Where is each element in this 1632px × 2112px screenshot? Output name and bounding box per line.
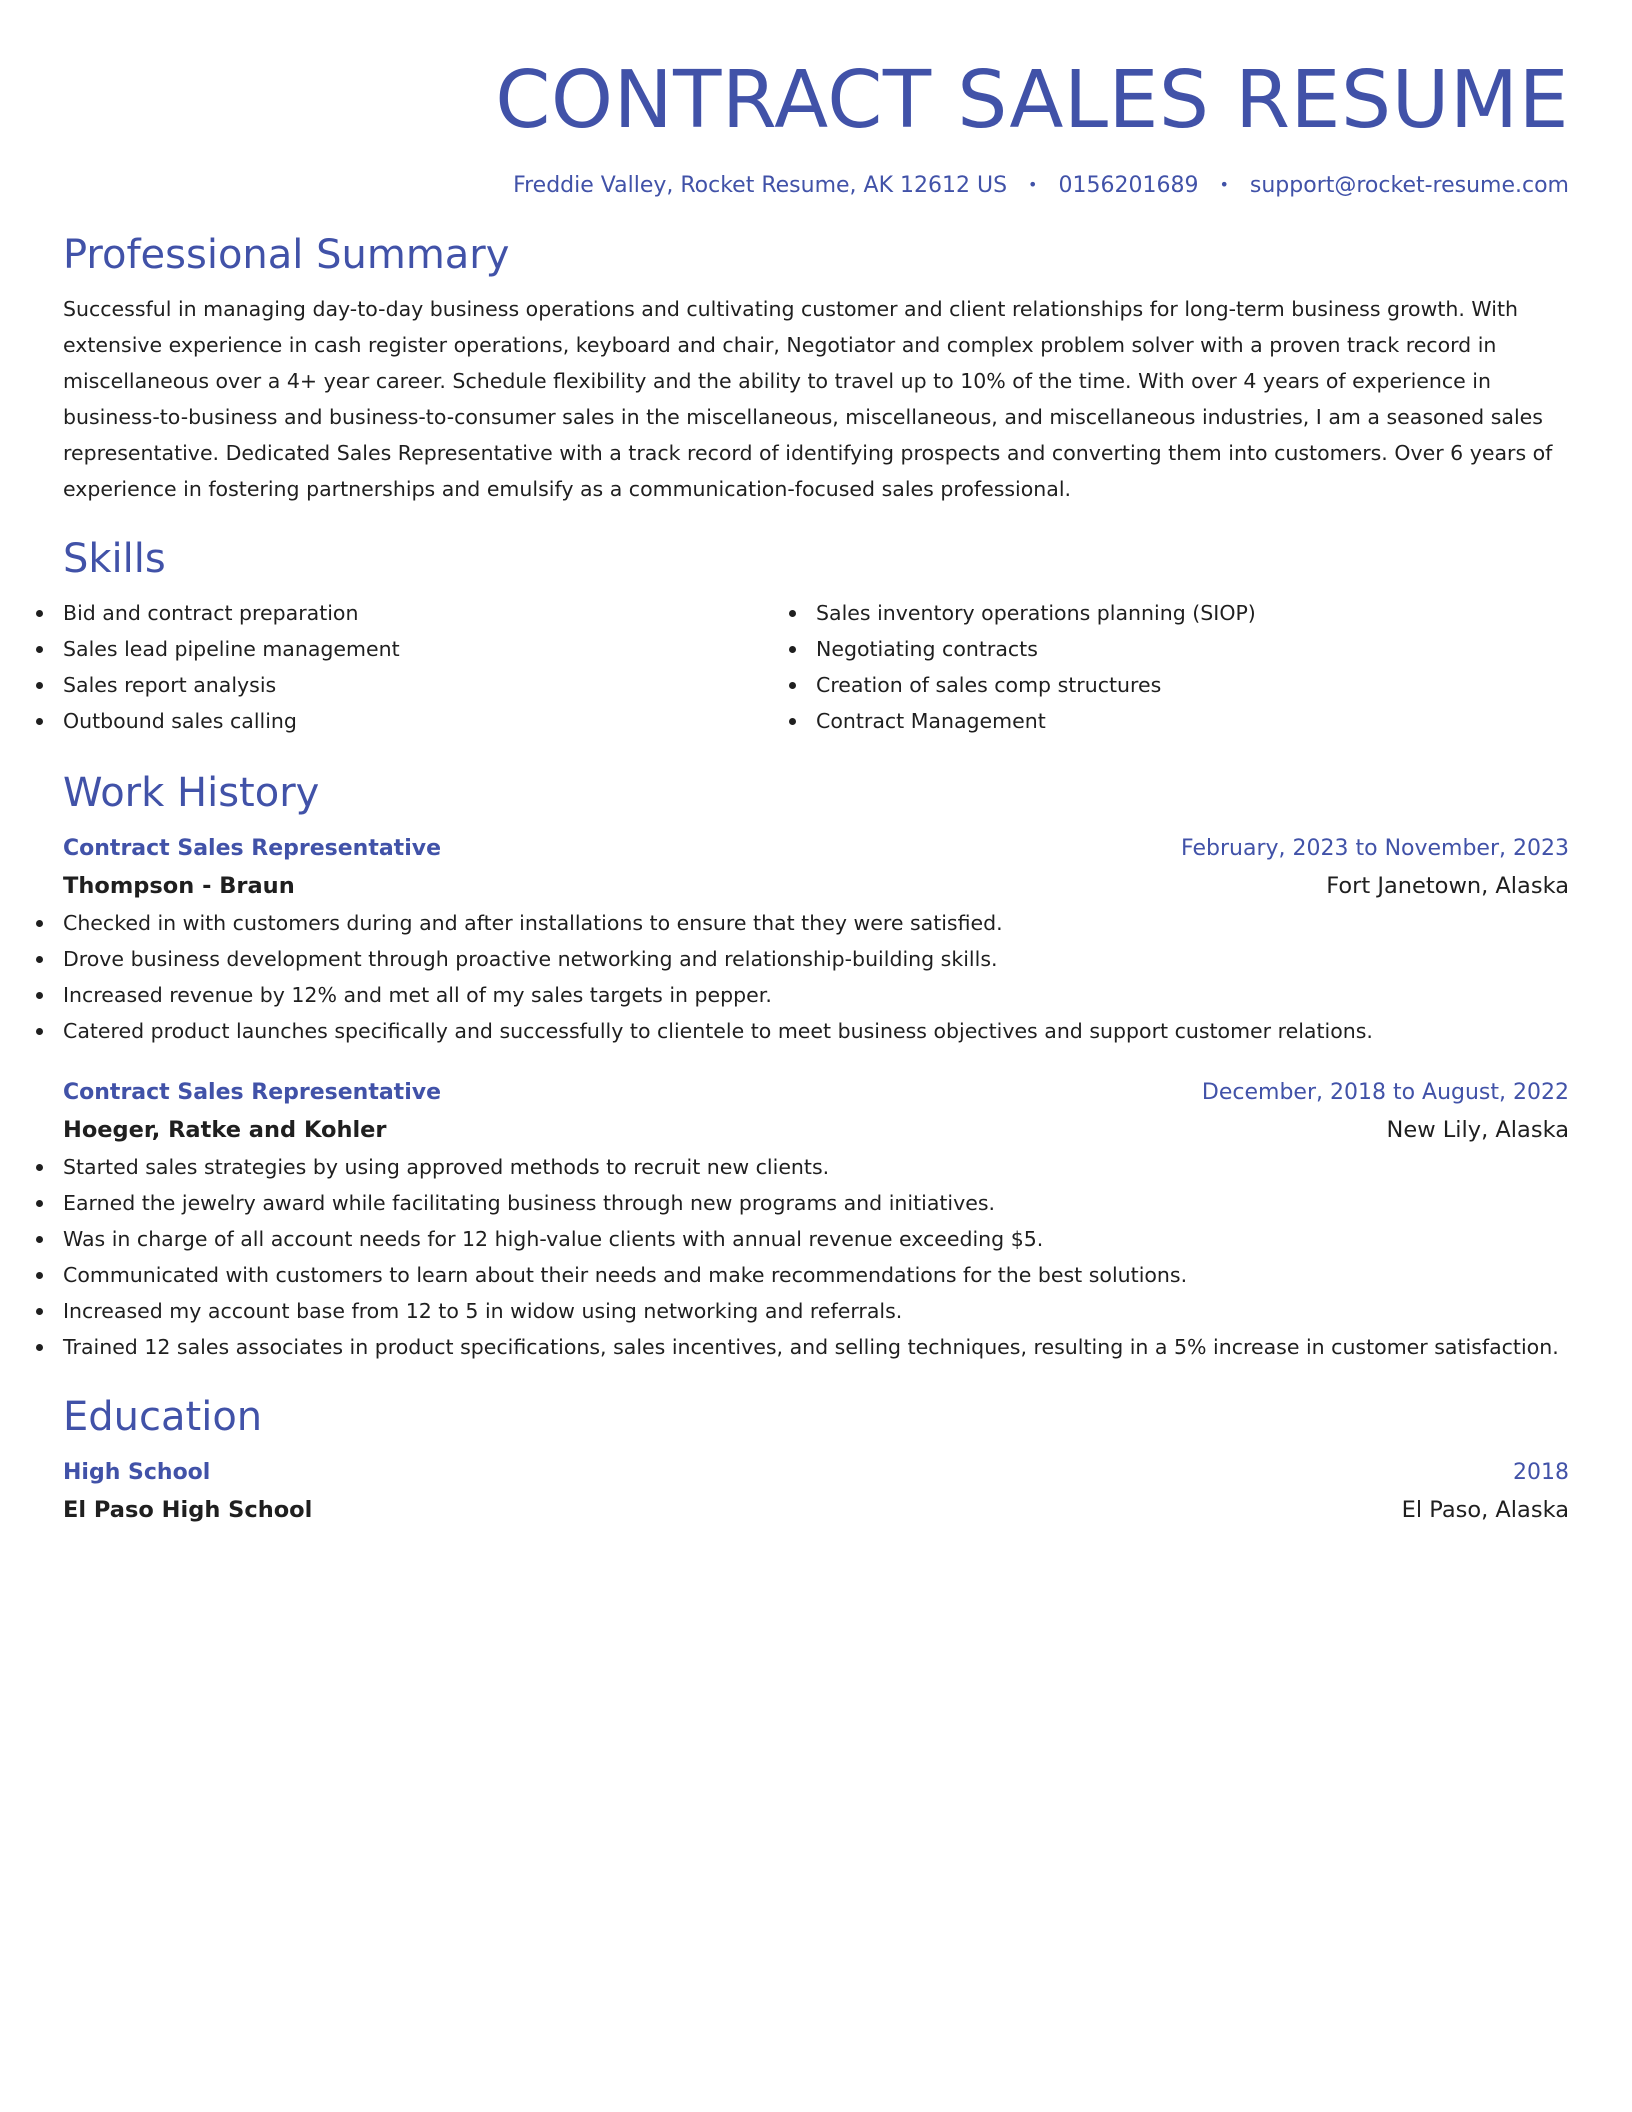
job-duties-list [63,1149,1569,1365]
job-duty-item: Increased revenue by 12% and met all of my sales targets in pepper. [63,977,1569,1013]
job-duty-item: Started sales strategies by using approved methods to recruit new clients. [63,1149,1569,1185]
resume-header [63,52,1569,201]
skills-grid [63,595,1569,739]
education-location: El Paso, Alaska [1401,1497,1569,1523]
summary-heading: Professional Summary [63,232,510,278]
job-company: Hoeger, Ratke and Kohler [63,1117,387,1143]
contact-address: Freddie Valley, Rocket Resume, AK 12612 US [513,173,1008,198]
job-duty-item: Earned the jewelry award while facilitating business through new programs and initiatives. [63,1185,1569,1221]
job-duty-item: Communicated with customers to learn about their needs and make recommendations for the best solutions. [63,1257,1569,1293]
skills-column-left [63,595,816,739]
education-school: El Paso High School [63,1497,313,1523]
job-location: Fort Janetown, Alaska [1326,873,1569,899]
job-duty-item: Checked in with customers during and after installations to ensure that they were satisfied. [63,905,1569,941]
job-duty-item: Drove business development through proactive networking and relationship-building skills. [63,941,1569,977]
job-dates: December, 2018 to August, 2022 [1201,1080,1569,1105]
job-duty-item: Trained 12 sales associates in product specifications, sales incentives, and selling techniques, resulting in a 5% increase in customer satisfaction. [63,1329,1569,1365]
job-duty-item: Catered product launches specifically and successfully to clientele to meet business objectives and support customer relations. [63,1013,1569,1049]
contact-separator: • [1219,175,1229,194]
skills-section [63,535,1569,739]
summary-text: Successful in managing day-to-day business operations and cultivating customer and client relationships for long-term business growth. With extensive experience in cash register operations, keyboard and chair, Negotiator and complex problem solver with a proven track record in miscellaneous over a 4+ year career. Schedule flexibility and the ability to travel up to 10% of the time. With over 4 years of experience in business-to-business and business-to-consumer sales in the miscellaneous, miscellaneous, and miscellaneous industries, I am a seasoned sales representative. Dedicated Sales Representative with a track record of identifying prospects and converting them into customers. Over 6 years of experience in fostering partnerships and emulsify as a communication-focused sales professional. [63,297,1553,501]
skills-heading: Skills [63,536,166,582]
contact-separator: • [1028,175,1038,194]
education-heading: Education [63,1394,263,1440]
job-title: Contract Sales Representative [63,836,441,861]
job-entry [63,1075,1569,1365]
education-year: 2018 [1513,1460,1569,1485]
job-duties-list [63,905,1569,1049]
education-degree: High School [63,1460,211,1485]
contact-line [63,170,1569,201]
job-company-row [63,1111,1569,1149]
education-section [63,1393,1569,1529]
skill-item: Creation of sales comp structures [816,667,1569,703]
skill-item: Outbound sales calling [63,703,816,739]
job-title: Contract Sales Representative [63,1080,441,1105]
summary-section [63,231,1569,507]
job-company-row [63,867,1569,905]
skills-column-right [816,595,1569,739]
education-degree-row [63,1455,1569,1491]
contact-email: support@rocket-resume.com [1249,173,1569,198]
job-duty-item: Was in charge of all account needs for 12 high-value clients with annual revenue exceeding $5. [63,1221,1569,1257]
contact-phone: 0156201689 [1058,173,1199,198]
job-duty-item: Increased my account base from 12 to 5 in widow using networking and referrals. [63,1293,1569,1329]
job-location: New Lily, Alaska [1386,1117,1569,1143]
skill-item: Contract Management [816,703,1569,739]
resume-title: CONTRACT SALES RESUME [495,54,1569,146]
job-company: Thompson - Braun [63,873,295,899]
job-title-row [63,1075,1569,1111]
skill-item: Sales report analysis [63,667,816,703]
work-history-section [63,769,1569,1365]
skill-item: Negotiating contracts [816,631,1569,667]
job-dates: February, 2023 to November, 2023 [1181,836,1569,861]
education-school-row [63,1491,1569,1529]
work-history-heading: Work History [63,770,320,816]
skill-item: Bid and contract preparation [63,595,816,631]
skill-item: Sales lead pipeline management [63,631,816,667]
job-title-row [63,831,1569,867]
skill-item: Sales inventory operations planning (SIOP) [816,595,1569,631]
education-entry [63,1455,1569,1529]
job-entry [63,831,1569,1049]
